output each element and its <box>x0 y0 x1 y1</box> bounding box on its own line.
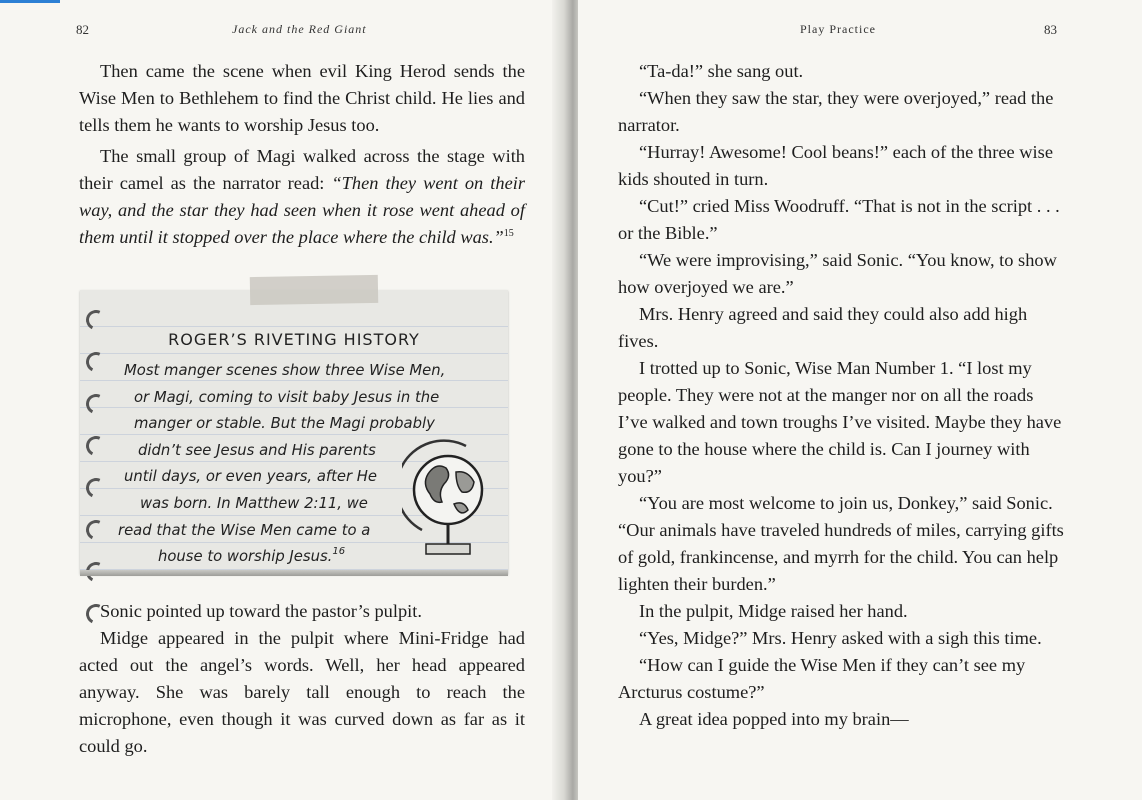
paragraph: Sonic pointed up toward the pastor’s pulpit. <box>100 601 422 621</box>
paragraph: “You are most welcome to join us, Donkey,” said Sonic. “Our animals have traveled hundreds of miles, carrying gifts of gold, frankincense, and myrrh for the child. You can help lighten their burden.” <box>618 493 1064 594</box>
left-page-number: 82 <box>76 22 89 37</box>
note-line: Most manger scenes show three Wise Men, <box>124 362 446 379</box>
scripture-quote: “Then they went on their way, and the star they had seen when it rose went ahead of them until it stopped over the place where the child was.” <box>79 173 525 247</box>
note-line: until days, or even years, after He <box>124 468 378 486</box>
note-line: or Magi, coming to visit baby Jesus in the <box>134 388 440 406</box>
paragraph-lead: The small group of Magi walked across the stage with their camel as the narrator read: <box>79 146 525 193</box>
note-card-edge <box>80 570 508 576</box>
note-line: was born. In Matthew 2:11, we <box>140 494 368 512</box>
paragraph: “Yes, Midge?” Mrs. Henry asked with a sigh this time. <box>639 628 1042 648</box>
paragraph: Midge appeared in the pulpit where Mini-Fridge had acted out the angel’s words. Well, her head appeared anyway. She was barely tall enough to reach the microphone, even though it was curved down as far as it could go. <box>79 628 525 756</box>
history-note-card <box>80 290 508 574</box>
footnote-marker: 15 <box>503 228 514 239</box>
left-running-head: Jack and the Red Giant <box>232 22 367 36</box>
paragraph: “Hurray! Awesome! Cool beans!” each of the three wise kids shouted in turn. <box>618 142 1053 189</box>
note-footnote-marker: 16 <box>332 546 346 558</box>
right-page-number: 83 <box>1044 22 1057 37</box>
paragraph: In the pulpit, Midge raised her hand. <box>639 601 908 621</box>
notebook-rings <box>86 310 106 646</box>
note-line: read that the Wise Men came to a <box>118 521 371 539</box>
globe-icon <box>402 432 496 562</box>
paragraph: Mrs. Henry agreed and said they could also add high fives. <box>618 304 1028 351</box>
left-bottom-text <box>79 598 525 760</box>
tape-strip <box>250 275 378 305</box>
left-top-text <box>79 58 525 251</box>
right-running-head: Play Practice <box>800 22 876 36</box>
paragraph: Then came the scene when evil King Herod sends the Wise Men to Bethlehem to find the Christ child. He lies and tells them he wants to worship Jesus too. <box>79 61 525 135</box>
paragraph <box>79 143 525 251</box>
note-title: ROGER’S RIVETING HISTORY <box>168 330 420 349</box>
paragraph: “We were improvising,” said Sonic. “You know, to show how overjoyed we are.” <box>618 250 1057 297</box>
note-last-line: house to worship Jesus. <box>158 548 333 566</box>
note-line: didn’t see Jesus and His parents <box>138 441 376 459</box>
paragraph: A great idea popped into my brain— <box>639 709 909 729</box>
paragraph: “When they saw the star, they were overjoyed,” read the narrator. <box>618 88 1054 135</box>
right-page <box>578 0 1142 800</box>
right-text <box>618 58 1066 733</box>
note-line: manger or stable. But the Magi probably <box>134 415 435 433</box>
blue-edge-mark <box>0 0 60 3</box>
paragraph: “Ta-da!” she sang out. <box>639 61 804 81</box>
left-page <box>0 0 564 800</box>
paragraph: I trotted up to Sonic, Wise Man Number 1. “I lost my people. They were not at the manger nor on all the roads I’ve walked and town troughs I’ve visited. Maybe they have gone to the house where the child is. Can I journey with you?” <box>618 358 1062 486</box>
paragraph: “How can I guide the Wise Men if they can’t see my Arcturus costume?” <box>618 655 1026 702</box>
paragraph: “Cut!” cried Miss Woodruff. “That is not in the script . . . or the Bible.” <box>618 196 1060 243</box>
